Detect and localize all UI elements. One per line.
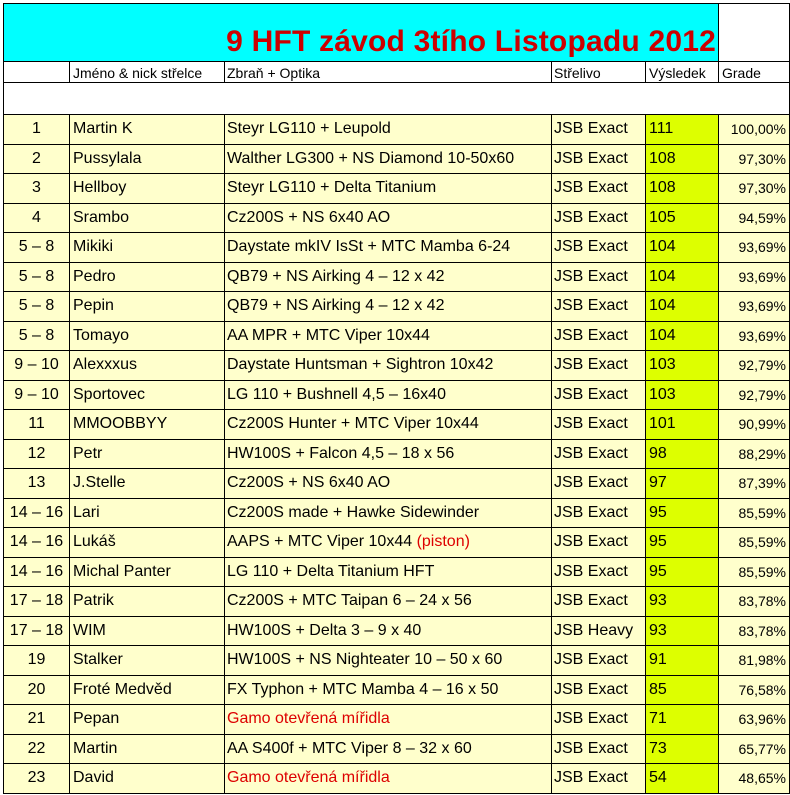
weapon-cell[interactable] [225,204,552,234]
weapon-note: Gamo otevřená mířidla [227,769,390,787]
name-cell[interactable]: Petr [70,440,225,470]
result-cell[interactable]: 54 [646,764,719,794]
table-row [3,646,790,676]
weapon-cell[interactable] [225,115,552,145]
grade-cell[interactable]: 92,79% [719,381,790,411]
grade-cell[interactable]: 90,99% [719,410,790,440]
result-cell[interactable]: 95 [646,528,719,558]
name-cell[interactable]: Sportovec [70,381,225,411]
name-cell[interactable]: David [70,764,225,794]
table-row [3,499,790,529]
grade-cell[interactable]: 87,39% [719,469,790,499]
header-weapon[interactable]: Zbraň + Optika [225,62,552,83]
results-table-body [3,115,790,794]
result-cell[interactable]: 91 [646,646,719,676]
place-cell[interactable]: 9 – 10 [3,351,70,381]
place-cell[interactable]: 12 [3,440,70,470]
result-cell[interactable]: 93 [646,587,719,617]
table-row [3,705,790,735]
grade-cell[interactable]: 97,30% [719,145,790,175]
grade-cell[interactable]: 93,69% [719,263,790,293]
ammo-cell[interactable]: JSB Exact [552,764,646,794]
name-cell[interactable]: Froté Medvěd [70,676,225,706]
grade-cell[interactable]: 97,30% [719,174,790,204]
place-cell[interactable]: 22 [3,735,70,765]
ammo-cell[interactable]: JSB Exact [552,145,646,175]
place-cell[interactable]: 5 – 8 [3,233,70,263]
ammo-cell[interactable]: JSB Exact [552,558,646,588]
grade-cell[interactable]: 83,78% [719,587,790,617]
name-cell[interactable]: Michal Panter [70,558,225,588]
table-row [3,617,790,647]
weapon-text: Daystate Huntsman + Sightron 10x42 [227,356,494,374]
place-cell[interactable]: 3 [3,174,70,204]
ammo-cell[interactable]: JSB Exact [552,204,646,234]
weapon-text: HW100S + Delta 3 – 9 x 40 [227,621,422,639]
place-cell[interactable]: 1 [3,115,70,145]
title-cell[interactable] [3,3,719,62]
weapon-cell[interactable] [225,528,552,558]
table-row [3,322,790,352]
place-cell[interactable]: 5 – 8 [3,322,70,352]
weapon-text: Cz200S made + Hawke Sidewinder [227,503,480,521]
place-cell[interactable]: 14 – 16 [3,499,70,529]
weapon-note: (piston) [416,533,470,551]
weapon-text: Cz200S + NS 6x40 AO [227,208,391,226]
weapon-text: LG 110 + Bushnell 4,5 – 16x40 [227,385,446,403]
weapon-note: Gamo otevřená mířidla [227,710,390,728]
grade-cell[interactable]: 83,78% [719,617,790,647]
header-place[interactable] [3,62,70,83]
place-cell[interactable]: 14 – 16 [3,528,70,558]
table-row [3,735,790,765]
header-ammo[interactable]: Střelivo [552,62,646,83]
weapon-text: FX Typhon + MTC Mamba 4 – 16 x 50 [227,680,499,698]
weapon-text: Cz200S + NS 6x40 AO [227,474,391,492]
ammo-cell[interactable]: JSB Exact [552,469,646,499]
grade-cell[interactable]: 100,00% [719,115,790,145]
spacer-cell[interactable] [3,83,790,115]
table-row [3,204,790,234]
result-cell[interactable]: 95 [646,558,719,588]
ammo-cell[interactable]: JSB Exact [552,292,646,322]
weapon-cell[interactable] [225,233,552,263]
name-cell[interactable]: MMOOBBYY [70,410,225,440]
ammo-cell[interactable]: JSB Exact [552,528,646,558]
place-cell[interactable]: 20 [3,676,70,706]
result-cell[interactable]: 108 [646,174,719,204]
weapon-cell[interactable] [225,292,552,322]
table-row [3,381,790,411]
place-cell[interactable]: 23 [3,764,70,794]
ammo-cell[interactable]: JSB Exact [552,115,646,145]
weapon-text: AA MPR + MTC Viper 10x44 [227,326,430,344]
grade-cell[interactable]: 88,29% [719,440,790,470]
weapon-text: Steyr LG110 + Delta Titanium [227,179,437,197]
ammo-cell[interactable]: JSB Exact [552,233,646,263]
table-row [3,145,790,175]
weapon-cell[interactable] [225,764,552,794]
place-cell[interactable]: 17 – 18 [3,617,70,647]
table-row [3,558,790,588]
grade-cell[interactable]: 48,65% [719,764,790,794]
result-cell[interactable]: 103 [646,351,719,381]
name-cell[interactable]: Lari [70,499,225,529]
weapon-text: Daystate mkIV IsSt + MTC Mamba 6-24 [227,238,511,256]
weapon-text: HW100S + Falcon 4,5 – 18 x 56 [227,444,455,462]
ammo-cell[interactable]: JSB Exact [552,174,646,204]
name-cell[interactable]: Hellboy [70,174,225,204]
table-row [3,410,790,440]
ammo-cell[interactable]: JSB Heavy [552,617,646,647]
place-cell[interactable]: 13 [3,469,70,499]
ammo-cell[interactable]: JSB Exact [552,322,646,352]
weapon-text: LG 110 + Delta Titanium HFT [227,562,435,580]
weapon-cell[interactable] [225,174,552,204]
result-cell[interactable]: 85 [646,676,719,706]
result-cell[interactable]: 73 [646,735,719,765]
result-cell[interactable]: 101 [646,410,719,440]
table-row [3,676,790,706]
grade-cell[interactable]: 81,98% [719,646,790,676]
name-cell[interactable]: Pussylala [70,145,225,175]
weapon-text: HW100S + NS Nighteater 10 – 50 x 60 [227,651,503,669]
ammo-cell[interactable]: JSB Exact [552,646,646,676]
table-row [3,263,790,293]
name-cell[interactable]: Mikiki [70,233,225,263]
weapon-text: Cz200S Hunter + MTC Viper 10x44 [227,415,479,433]
weapon-cell[interactable] [225,676,552,706]
name-cell[interactable]: Pepin [70,292,225,322]
weapon-cell[interactable] [225,499,552,529]
ammo-cell[interactable]: JSB Exact [552,676,646,706]
weapon-cell[interactable] [225,646,552,676]
table-row [3,587,790,617]
place-cell[interactable]: 4 [3,204,70,234]
ammo-cell[interactable]: JSB Exact [552,705,646,735]
header-result[interactable]: Výsledek [646,62,719,83]
header-grade[interactable]: Grade [719,62,790,83]
result-cell[interactable]: 97 [646,469,719,499]
grade-cell[interactable]: 93,69% [719,322,790,352]
grade-cell[interactable]: 93,69% [719,233,790,263]
ammo-cell[interactable]: JSB Exact [552,410,646,440]
header-name[interactable]: Jméno & nick střelce [70,62,225,83]
header-row [3,62,790,83]
table-row [3,528,790,558]
name-cell[interactable]: Patrik [70,587,225,617]
result-cell[interactable]: 105 [646,204,719,234]
weapon-cell[interactable] [225,410,552,440]
grade-cell[interactable]: 85,59% [719,528,790,558]
name-cell[interactable]: Martin [70,735,225,765]
place-cell[interactable]: 5 – 8 [3,292,70,322]
result-cell[interactable]: 104 [646,263,719,293]
ammo-cell[interactable]: JSB Exact [552,263,646,293]
weapon-cell[interactable] [225,351,552,381]
ammo-cell[interactable]: JSB Exact [552,587,646,617]
result-cell[interactable]: 71 [646,705,719,735]
place-cell[interactable]: 17 – 18 [3,587,70,617]
grade-cell[interactable]: 65,77% [719,735,790,765]
result-cell[interactable]: 104 [646,292,719,322]
ammo-cell[interactable]: JSB Exact [552,499,646,529]
weapon-text: Cz200S + MTC Taipan 6 – 24 x 56 [227,592,472,610]
name-cell[interactable]: WIM [70,617,225,647]
name-cell[interactable]: Alexxxus [70,351,225,381]
result-cell[interactable]: 103 [646,381,719,411]
blank-cell[interactable] [719,3,790,62]
weapon-cell[interactable] [225,263,552,293]
weapon-cell[interactable] [225,705,552,735]
table-row [3,764,790,794]
grade-cell[interactable]: 94,59% [719,204,790,234]
name-cell[interactable]: J.Stelle [70,469,225,499]
result-cell[interactable]: 104 [646,322,719,352]
ammo-cell[interactable]: JSB Exact [552,440,646,470]
name-cell[interactable]: Pepan [70,705,225,735]
ammo-cell[interactable]: JSB Exact [552,735,646,765]
weapon-cell[interactable] [225,145,552,175]
weapon-cell[interactable] [225,735,552,765]
results-spreadsheet [3,3,790,794]
weapon-text: Walther LG300 + NS Diamond 10-50x60 [227,149,515,167]
weapon-cell[interactable] [225,469,552,499]
weapon-text: QB79 + NS Airking 4 – 12 x 42 [227,297,445,315]
weapon-cell[interactable] [225,381,552,411]
name-cell[interactable]: Martin K [70,115,225,145]
result-cell[interactable]: 93 [646,617,719,647]
name-cell[interactable]: Stalker [70,646,225,676]
table-row [3,174,790,204]
name-cell[interactable]: Lukáš [70,528,225,558]
weapon-text: Steyr LG110 + Leupold [227,120,391,138]
grade-cell[interactable]: 76,58% [719,676,790,706]
grade-cell[interactable]: 93,69% [719,292,790,322]
table-row [3,351,790,381]
weapon-text: AA S400f + MTC Viper 8 – 32 x 60 [227,739,472,757]
table-row [3,440,790,470]
weapon-cell[interactable] [225,440,552,470]
result-cell[interactable]: 111 [646,115,719,145]
spacer-row [3,83,790,115]
place-cell[interactable]: 19 [3,646,70,676]
grade-cell[interactable]: 85,59% [719,558,790,588]
table-row [3,469,790,499]
result-cell[interactable]: 108 [646,145,719,175]
result-cell[interactable]: 98 [646,440,719,470]
place-cell[interactable]: 21 [3,705,70,735]
weapon-text: AAPS + MTC Viper 10x44 [227,533,417,551]
weapon-text: QB79 + NS Airking 4 – 12 x 42 [227,267,445,285]
place-cell[interactable]: 9 – 10 [3,381,70,411]
weapon-cell[interactable] [225,587,552,617]
table-row [3,233,790,263]
grade-cell[interactable]: 92,79% [719,351,790,381]
name-cell[interactable]: Pedro [70,263,225,293]
weapon-cell[interactable] [225,617,552,647]
table-row [3,292,790,322]
name-cell[interactable]: Srambo [70,204,225,234]
place-cell[interactable]: 11 [3,410,70,440]
ammo-cell[interactable]: JSB Exact [552,351,646,381]
grade-cell[interactable]: 63,96% [719,705,790,735]
result-cell[interactable]: 104 [646,233,719,263]
title-row [3,3,790,62]
result-cell[interactable]: 95 [646,499,719,529]
grade-cell[interactable]: 85,59% [719,499,790,529]
name-cell[interactable]: Tomayo [70,322,225,352]
place-cell[interactable]: 2 [3,145,70,175]
sheet-title: 9 HFT závod 3tího Listopadu 2012 [226,25,716,58]
place-cell[interactable]: 14 – 16 [3,558,70,588]
table-row [3,115,790,145]
ammo-cell[interactable]: JSB Exact [552,381,646,411]
weapon-cell[interactable] [225,322,552,352]
place-cell[interactable]: 5 – 8 [3,263,70,293]
weapon-cell[interactable] [225,558,552,588]
